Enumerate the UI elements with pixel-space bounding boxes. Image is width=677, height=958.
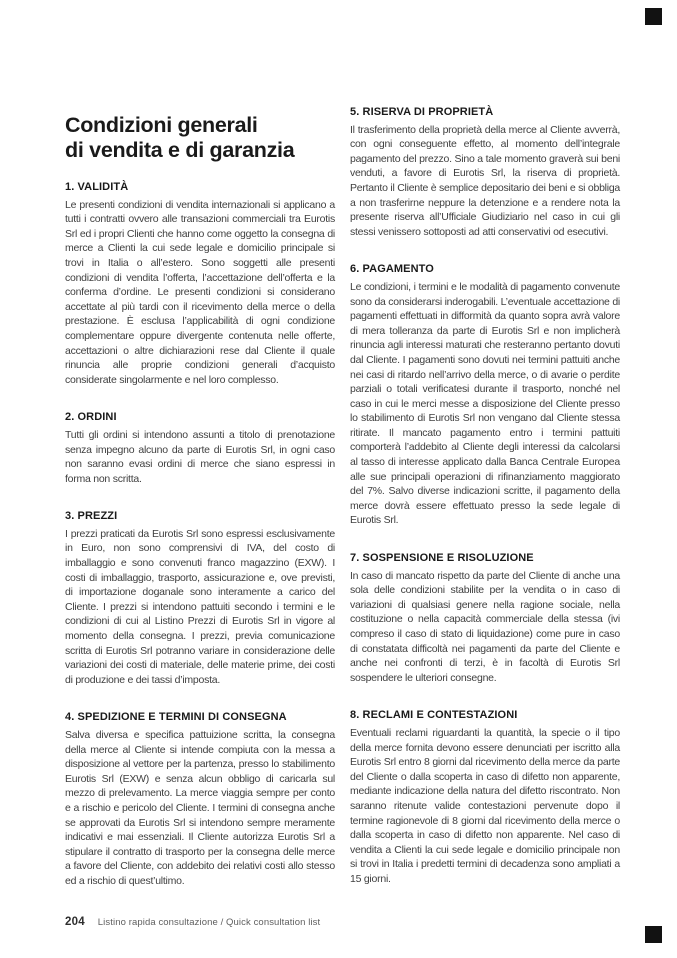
section-body: Il trasferimento della proprietà della merce al Cliente avverrà, con ogni conseguente effetto, al momento dell’integrale pagamento del prezzo. Sino a tale momento graverà sui beni venduti, a favore di Eurotis Srl, la riserva di proprietà. Pertanto il Cliente è semplice depositario dei beni e si obbliga a non trasferirne neppure la detenzione e a rendere nota la presente riserva all’Ufficiale Giudiziario nel caso in cui gli stessi venissero sottoposti ad atti conservativi od esecutivi. <box>350 123 621 238</box>
page-title <box>65 113 335 163</box>
section-heading: 1. VALIDITÀ <box>65 181 129 193</box>
section-validita <box>65 181 335 387</box>
section-body: Le condizioni, i termini e le modalità di pagamento convenute sono da considerarsi inderogabili. L’eventuale accettazione di pagamenti effettuati in difformità da quanto sopra avrà valore di mera tolleranza da parte di Eurotis Srl e non implicherà rinuncia agli interessi maturati che resteranno pertanto dovuti dal Cliente. I pagamenti sono dovuti nei termini pattuiti anche nei casi di ritardo nell’arrivo della merce, o di avarie o perdite parziali o totali verificatesi durante il trasporto, nonché nel caso in cui le merci messe a disposizione del Cliente presso lo stabilimento di Eurotis Srl non vengano dal Cliente stessa ritirate. Il mancato pagamento entro i termini pattuiti comporterà l’addebito al Cliente degli interessi da calcolarsi al tasso di interesse applicato dalla Banca Centrale Europea alle sue principali operazioni di rifinanziamento maggiorato del 7%. Salvo diverse indicazioni scritte, il pagamento della merce dovrà essere effettuato presso la sede legale di Eurotis Srl. <box>350 280 620 527</box>
left-column <box>65 113 335 913</box>
section-heading: 7. SOSPENSIONE E RISOLUZIONE <box>350 552 534 565</box>
section-heading: 6. PAGAMENTO <box>350 263 434 276</box>
section-body: Le presenti condizioni di vendita internazionali si applicano a tutti i contratti ovvero alle transazioni commerciali tra Eurotis Srl ed i propri Clienti che hanno come oggetto la consegna di merce a Clienti la cui sede legale e domicilio principale si trovi in Italia o all’estero. Sono soggetti alle presenti condizioni di vendita l’offerta, l’accettazione dell’offerta e la conferma d’ordine. Le presenti condizioni si considerano accettate al più tardi con il ricevimento della merce o della prestazione. È esclusa l’applicabilità di ogni condizione complementare oppure divergente contenuta nelle offerte, accettazioni o altre dichiarazioni rese dal Cliente il quale rinuncia alle proprie condizioni generali d’acquisto considerate singolarmente e nel loro complesso. <box>65 198 335 386</box>
section-heading: 4. SPEDIZIONE E TERMINI DI CONSEGNA <box>65 711 287 724</box>
section-spedizione <box>65 711 335 888</box>
section-body: I prezzi praticati da Eurotis Srl sono espressi esclusivamente in Euro, non sono comprensivi di IVA, del costo di imballaggio e sono convenuti franco magazzino (EXW). I costi di imballaggio, trasporto, assicurazione e, ove previsti, di importazione doganale sono interamente a carico del Cliente. I prezzi si intendono pattuiti secondo i termini e le condizioni di cui al Listino Prezzi di Eurotis Srl in vigore al momento della consegna. I prezzi, previa comunicazione scritta di Eurotis Srl potranno variare in considerazione delle variazioni dei costi di materiale, delle materie prime, dei costi di produzione e dei tassi d’imposta. <box>65 527 335 686</box>
section-heading: 5. RISERVA DI PROPRIETÀ <box>350 106 494 118</box>
section-heading: 8. RECLAMI E CONTESTAZIONI <box>350 709 518 722</box>
footer-caption: Listino rapida consultazione / Quick consultation list <box>97 917 321 928</box>
corner-marker-bottom <box>645 926 662 943</box>
corner-marker-top <box>645 8 662 25</box>
section-ordini <box>65 411 335 486</box>
section-heading: 2. ORDINI <box>65 411 117 424</box>
page-number: 204 <box>65 916 85 928</box>
section-prezzi <box>65 510 335 687</box>
page-title-line1: Condizioni generali <box>65 113 258 137</box>
right-column <box>350 106 620 911</box>
section-body: Eventuali reclami riguardanti la quantità, la specie o il tipo della merce fornita devono essere denunciati per iscritto alla Eurotis Srl entro 8 giorni dal ricevimento della merce da parte del Cliente o dalla scoperta in caso di difetto non apparente, mediante indicazione della natura del difetto riscontrato. Non saranno ritenute valide contestazioni pervenute dopo il termine ragionevole di 8 giorni dal ricevimento della merce o dalla scoperta in caso di difetto non apparente. Nel caso di vendita a Clienti la cui sede legale e domicilio principale non si trovi in Italia i predetti termini di decadenza sono ampliati a 15 giorni. <box>350 726 620 885</box>
section-riserva-proprieta <box>350 106 620 239</box>
section-body: Salva diversa e specifica pattuizione scritta, la consegna della merce al Cliente si intende compiuta con la messa a disposizione al vettore per la partenza, presso lo stabilimento Eurotis Srl (EXW) e senza alcun obbligo di caricarla sul mezzo di prelevamento. La merce viaggia sempre per conto e a rischio e pericolo del Cliente. I termini di consegna anche se approvati da Eurotis Srl si intendono sempre meramente indicativi e mai essenziali. Il Cliente autorizza Eurotis Srl a stipulare il contratto di trasporto per la consegna delle merce a favore del Cliente, con addebito dei relativi costi allo stesso ed a rischio di quest’ultimo. <box>65 729 335 887</box>
section-body: Tutti gli ordini si intendono assunti a titolo di prenotazione senza impegno alcuno da parte di Eurotis Srl, in ogni caso non saranno evasi ordini di merce che siano espressi in forma non scritta. <box>65 428 335 485</box>
page-title-line2: di vendita e di garanzia <box>65 138 295 162</box>
section-body: In caso di mancato rispetto da parte del Cliente di anche una sola delle condizioni stabilite per la vendita o in caso di variazioni di qualsiasi genere nella ragione sociale, nella costituzione o nella capacità commerciale della stessa (ivi compreso il caso di stato di liquidazione) come pure in caso di constatata difficoltà nei pagamenti da parte del Cliente e anche nei confronti di terzi, è in facoltà di Eurotis Srl sospendere le ulteriori consegne. <box>350 569 620 684</box>
section-pagamento <box>350 263 620 528</box>
page-footer <box>65 916 320 928</box>
section-heading: 3. PREZZI <box>65 510 118 523</box>
section-sospensione <box>350 552 620 685</box>
section-reclami <box>350 709 620 886</box>
